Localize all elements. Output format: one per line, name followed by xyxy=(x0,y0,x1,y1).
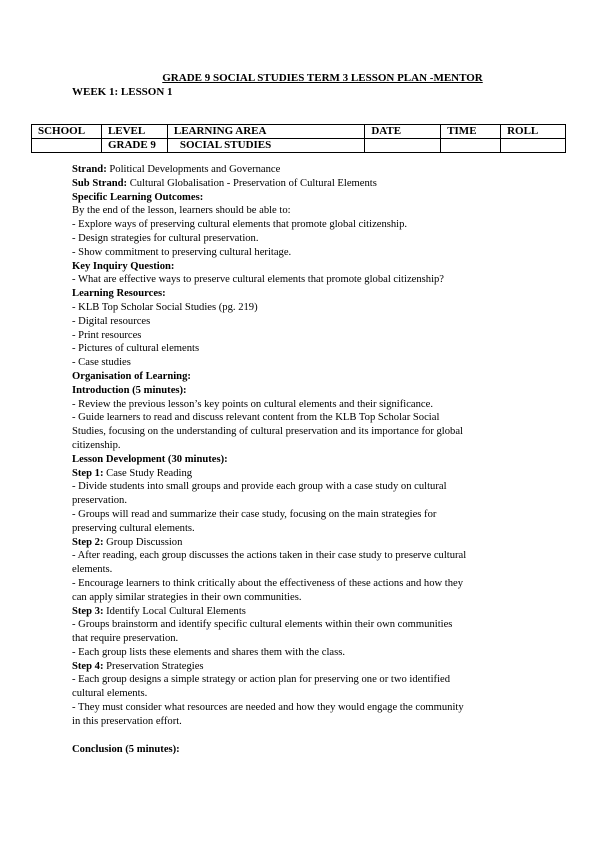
step-title: Identify Local Cultural Elements xyxy=(103,605,246,617)
cell-roll xyxy=(501,139,566,153)
outcomes-intro: By the end of the lesson, learners should be able to: xyxy=(72,205,291,217)
text-line: - Groups brainstorm and identify specific cultural elements within their own communities xyxy=(72,619,453,631)
step-title: Group Discussion xyxy=(103,536,183,548)
lesson-content xyxy=(72,163,542,756)
cell-school xyxy=(32,139,102,153)
text-line: Studies, focusing on the understanding of cultural preservation and its importance for global xyxy=(72,426,463,438)
step-label: Step 1: xyxy=(72,467,104,479)
text-line: - Review the previous lesson’s key points on cultural elements and their significance. xyxy=(72,398,433,410)
list-item: - Explore ways of preserving cultural elements that promote global citizenship. xyxy=(72,219,408,231)
list-item: - Print resources xyxy=(72,329,142,341)
step-3-heading xyxy=(72,605,542,619)
text-line: - Each group designs a simple strategy or action plan for preserving one or two identified xyxy=(72,674,451,686)
introduction-heading: Introduction (5 minutes): xyxy=(72,384,187,396)
resources-heading: Learning Resources: xyxy=(72,288,166,300)
spacer xyxy=(72,729,542,743)
conclusion-heading: Conclusion (5 minutes): xyxy=(72,743,180,755)
sub-strand-value: Cultural Globalisation - Preservation of Cultural Elements xyxy=(127,177,377,189)
list-item: - Digital resources xyxy=(72,315,151,327)
sub-strand-label: Sub Strand: xyxy=(72,177,128,189)
step-1-heading xyxy=(72,467,542,481)
text-line: - Encourage learners to think critically about the effectiveness of these actions and how they xyxy=(72,577,464,589)
text-line: in this preservation effort. xyxy=(72,715,182,727)
header-date: DATE xyxy=(365,125,441,139)
document-title: GRADE 9 SOCIAL STUDIES TERM 3 LESSON PLAN -MENTOR xyxy=(162,72,483,84)
sub-strand-line xyxy=(72,177,542,191)
text-line: preserving cultural elements. xyxy=(72,522,195,534)
step-label: Step 4: xyxy=(72,660,104,672)
text-line: elements. xyxy=(72,564,113,576)
text-line: - Guide learners to read and discuss relevant content from the KLB Top Scholar Social xyxy=(72,412,440,424)
organisation-heading: Organisation of Learning: xyxy=(72,370,191,382)
strand-value: Political Developments and Governance xyxy=(106,164,281,175)
cell-time xyxy=(441,139,501,153)
step-title: Preservation Strategies xyxy=(103,660,204,672)
step-4-heading xyxy=(72,660,542,674)
step-2-heading xyxy=(72,536,542,550)
text-line: cultural elements. xyxy=(72,688,148,700)
header-level: LEVEL xyxy=(101,125,167,139)
text-line: can apply similar strategies in their own communities. xyxy=(72,591,302,603)
inquiry-text: - What are effective ways to preserve cultural elements that promote global citizenship? xyxy=(72,274,445,286)
list-item: - Pictures of cultural elements xyxy=(72,343,200,355)
outcomes-heading: Specific Learning Outcomes: xyxy=(72,191,204,203)
header-learning-area: LEARNING AREA xyxy=(167,125,364,139)
step-title: Case Study Reading xyxy=(103,467,193,479)
week-lesson-label: WEEK 1: LESSON 1 xyxy=(72,86,173,98)
list-item: - KLB Top Scholar Social Studies (pg. 219) xyxy=(72,301,258,313)
cell-level: GRADE 9 xyxy=(101,139,167,153)
inquiry-heading: Key Inquiry Question: xyxy=(72,260,175,272)
text-line: preservation. xyxy=(72,495,128,507)
text-line: - After reading, each group discusses the actions taken in their case study to preserve cultural xyxy=(72,550,467,562)
strand-label: Strand: xyxy=(72,164,107,175)
text-line: - Each group lists these elements and shares them with the class. xyxy=(72,646,346,658)
text-line: that require preservation. xyxy=(72,633,179,645)
list-item: - Case studies xyxy=(72,357,131,369)
text-line: - Divide students into small groups and provide each group with a case study on cultural xyxy=(72,481,447,493)
step-label: Step 2: xyxy=(72,536,104,548)
table-row xyxy=(32,139,566,153)
header-time: TIME xyxy=(441,125,501,139)
text-line: - They must consider what resources are needed and how they would engage the community xyxy=(72,702,464,714)
header-school: SCHOOL xyxy=(32,125,102,139)
step-label: Step 3: xyxy=(72,605,104,617)
text-line: citizenship. xyxy=(72,439,121,451)
list-item: - Show commitment to preserving cultural heritage. xyxy=(72,246,292,258)
lesson-info-table xyxy=(31,124,566,153)
list-item: - Design strategies for cultural preservation. xyxy=(72,232,259,244)
header-roll: ROLL xyxy=(501,125,566,139)
cell-date xyxy=(365,139,441,153)
text-line: - Groups will read and summarize their case study, focusing on the main strategies for xyxy=(72,508,437,520)
table-header-row xyxy=(32,125,566,139)
cell-learning-area: SOCIAL STUDIES xyxy=(167,139,364,153)
development-heading: Lesson Development (30 minutes): xyxy=(72,453,228,465)
strand-line xyxy=(72,163,542,177)
